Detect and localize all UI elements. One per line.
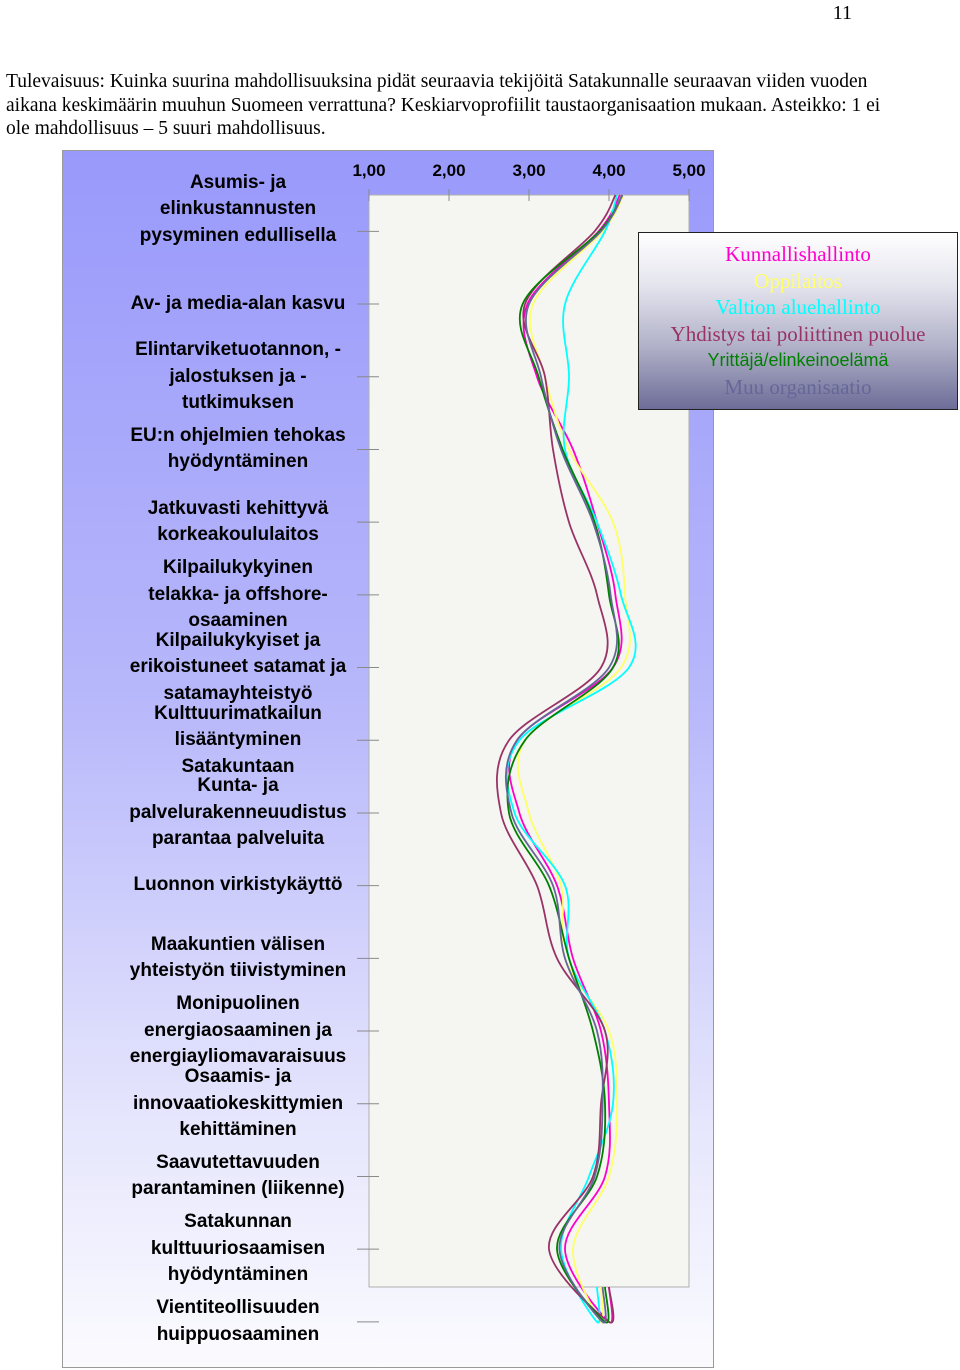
legend-item: Kunnallishallinto [725, 242, 871, 266]
legend-item: Muu organisaatio [724, 374, 872, 399]
category-label [103, 932, 373, 985]
category-label-line: Maakuntien välisen [150, 933, 326, 955]
category-label-line: energiaosaaminen ja [144, 1019, 332, 1041]
category-label-line: energiayliomavaraisuus [129, 1046, 347, 1068]
category-label-line: Kulttuurimatkailun [154, 702, 322, 724]
category-label-line: Monipuolinen [176, 993, 300, 1015]
category-label [103, 872, 373, 899]
legend-item: Yrittäjä/elinkeinoelämä [707, 350, 889, 371]
chart-frame [62, 150, 714, 1368]
category-label-line: Kunta- ja [197, 775, 279, 797]
legend [638, 232, 958, 410]
category-label-line: hyödyntäminen [167, 1264, 309, 1286]
x-tick-label: 3,00 [512, 161, 546, 180]
category-label-line: lisääntyminen [174, 729, 302, 750]
category-label-line: Osaamis- ja [184, 1066, 292, 1087]
category-label [103, 1209, 373, 1289]
category-label-line: Saavutettavuuden [156, 1151, 320, 1173]
category-label [103, 496, 373, 549]
category-label-line: Satakuntaan [181, 755, 295, 777]
x-tick-label: 4,00 [592, 161, 626, 180]
category-label-line: Kilpailukykyiset ja [155, 629, 321, 651]
category-label-line: Luonnon virkistykäyttö [133, 874, 343, 896]
category-label [103, 1295, 373, 1348]
category-label [103, 773, 373, 853]
category-label-line: elinkustannusten [159, 198, 317, 220]
category-label [103, 337, 373, 417]
legend-item: Yhdistys tai poliittinen puolue [670, 321, 926, 346]
category-label [103, 701, 373, 781]
category-label-line: kehittäminen [179, 1119, 297, 1140]
category-label-line: satamayhteistyö [163, 682, 313, 704]
category-label-line: erikoistuneet satamat ja [129, 656, 347, 678]
category-label-line: Jatkuvasti kehittyvä [147, 497, 329, 519]
category-label-line: Vientiteollisuuden [156, 1297, 320, 1319]
page-number: 11 [832, 2, 852, 24]
category-label-line: kulttuuriosaamisen [150, 1237, 326, 1259]
category-label-line: pysyminen edullisella [139, 224, 337, 246]
x-tick-label: 1,00 [352, 161, 386, 180]
category-label [103, 991, 373, 1071]
category-label-line: parantaa palveluita [151, 828, 325, 850]
category-label-line: telakka- ja offshore- [148, 583, 328, 605]
category-label-line: palvelurakenneuudistus [129, 801, 347, 823]
category-label-line: Av- ja media-alan kasvu [130, 292, 346, 314]
category-label-line: tutkimuksen [182, 392, 294, 413]
category-label-line: parantaminen (liikenne) [131, 1178, 345, 1200]
category-label [103, 291, 373, 318]
legend-item: Valtion aluehallinto [715, 295, 881, 320]
category-label [103, 423, 373, 476]
category-label-line: Elintarviketuotannon, - [135, 339, 341, 360]
category-label-line: osaaminen [188, 610, 288, 632]
category-label-line: Satakunnan [184, 1211, 292, 1233]
category-label [103, 555, 373, 635]
category-label-line: EU:n ohjelmien tehokas [130, 424, 346, 446]
category-label-line: hyödyntäminen [167, 451, 309, 473]
legend-item: Oppilaitos [754, 268, 842, 293]
x-tick-label: 5,00 [672, 161, 706, 180]
category-label-line: huippuosaaminen [156, 1323, 320, 1345]
category-label [103, 1064, 373, 1144]
category-label-line: Kilpailukykyinen [163, 557, 313, 579]
category-label-line: korkeakoululaitos [157, 524, 319, 546]
category-label-line: innovaatiokeskittymien [132, 1092, 344, 1114]
x-tick-label: 2,00 [432, 161, 466, 180]
category-label-line: Asumis- ja [189, 171, 287, 193]
category-label-line: jalostuksen ja - [169, 365, 307, 387]
category-label [103, 170, 373, 250]
category-label [103, 1150, 373, 1203]
category-label [103, 628, 373, 708]
intro-text: Tulevaisuus: Kuinka suurina mahdollisuuksina pidät seuraavia tekijöitä Satakunnalle seuraavan viiden vuoden aikana keskimäärin muuhun Suomeen verrattuna? Keskiarvoprofiilit taustaorganisaation mukaan. Asteikko: 1 ei ole mahdollisuus – 5 suuri mahdollisuus. [6, 71, 881, 139]
category-label-line: yhteistyön tiivistyminen [129, 960, 347, 982]
